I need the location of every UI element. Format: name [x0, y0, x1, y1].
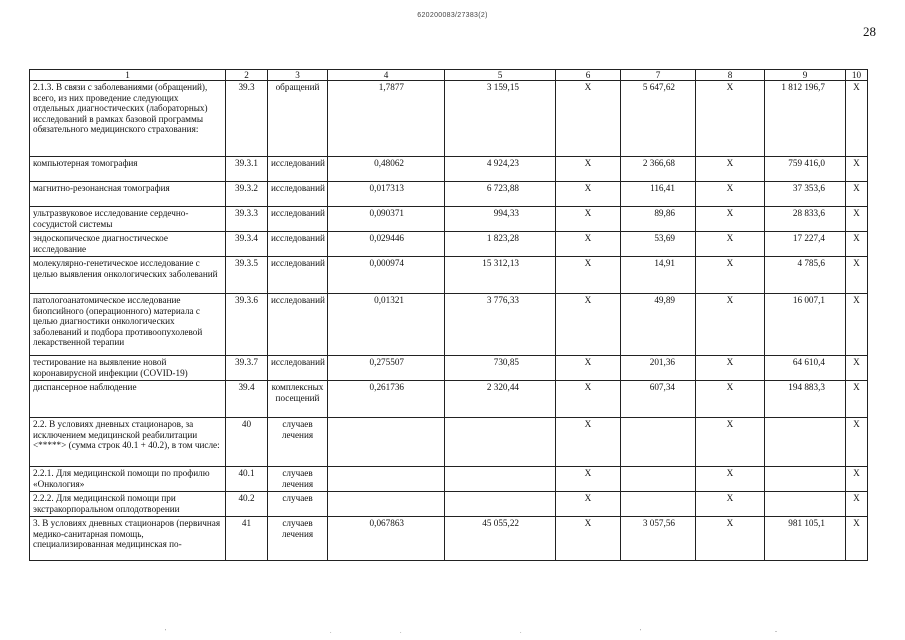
table-cell-col4 [328, 418, 445, 467]
table-cell-col5: 15 312,13 [445, 257, 556, 294]
table-cell-col3: случаев лечения [268, 467, 328, 492]
table-cell-col9 [765, 492, 846, 517]
table-cell-col6: X [556, 517, 621, 561]
table-cell-col2: 39.3.6 [226, 294, 268, 356]
table-cell-col1: ультразвуковое исследование сердечно-сосудистой системы [30, 207, 226, 232]
table-cell-col3: случаев [268, 492, 328, 517]
table-cell-col8: X [696, 356, 765, 381]
table-cell-col4: 0,090371 [328, 207, 445, 232]
table-cell-col3: исследований [268, 182, 328, 207]
table-cell-col4: 0,01321 [328, 294, 445, 356]
table-cell-col2: 40 [226, 418, 268, 467]
column-header: 1 [30, 70, 226, 81]
table-row [30, 182, 868, 207]
table-cell-col6: X [556, 467, 621, 492]
table-cell-col4: 0,000974 [328, 257, 445, 294]
table-cell-col9: 37 353,6 [765, 182, 846, 207]
table-cell-col1: 2.2.1. Для медицинской помощи по профилю «Онкология» [30, 467, 226, 492]
table-cell-col2: 41 [226, 517, 268, 561]
table-cell-col7: 49,89 [621, 294, 696, 356]
table-cell-col9 [765, 418, 846, 467]
table-row [30, 257, 868, 294]
table-cell-col7: 53,69 [621, 232, 696, 257]
table-cell-col4: 0,017313 [328, 182, 445, 207]
table-cell-col10: X [846, 157, 868, 182]
column-header: 9 [765, 70, 846, 81]
table-cell-col10: X [846, 492, 868, 517]
table-cell-col1: 2.1.3. В связи с заболеваниями (обращений), всего, из них проведение следующих отдельных диагностических (лабораторных) исследований в рамках базовой программы обязательного медицинского страхования: [30, 81, 226, 157]
table-cell-col9: 1 812 196,7 [765, 81, 846, 157]
table-cell-col6: X [556, 492, 621, 517]
table-cell-col10: X [846, 381, 868, 418]
column-header: 7 [621, 70, 696, 81]
table-cell-col2: 39.3.3 [226, 207, 268, 232]
table-cell-col1: молекулярно-генетическое исследование с целью выявления онкологических заболеваний [30, 257, 226, 294]
table-cell-col10: X [846, 467, 868, 492]
table-cell-col5: 6 723,88 [445, 182, 556, 207]
table-cell-col7: 14,91 [621, 257, 696, 294]
table-cell-col9: 981 105,1 [765, 517, 846, 561]
table-row [30, 381, 868, 418]
table-cell-col10: X [846, 182, 868, 207]
table-cell-col1: 2.2. В условиях дневных стационаров, за исключением медицинской реабилитации <*****> (сумма строк 40.1 + 40.2), в том числе: [30, 418, 226, 467]
table-cell-col7 [621, 418, 696, 467]
table-cell-col2: 39.3.2 [226, 182, 268, 207]
table-cell-col5: 3 776,33 [445, 294, 556, 356]
table-cell-col6: X [556, 356, 621, 381]
header-row [30, 70, 868, 81]
table-cell-col4: 0,275507 [328, 356, 445, 381]
column-header: 2 [226, 70, 268, 81]
table-cell-col10: X [846, 232, 868, 257]
table-cell-col5: 3 159,15 [445, 81, 556, 157]
table-cell-col10: X [846, 257, 868, 294]
table-cell-col3: обращений [268, 81, 328, 157]
table-cell-col1: эндоскопическое диагностическое исследование [30, 232, 226, 257]
table-cell-col8: X [696, 492, 765, 517]
table-cell-col7: 116,41 [621, 182, 696, 207]
table-cell-col9: 759 416,0 [765, 157, 846, 182]
table-cell-col1: тестирование на выявление новой коронавирусной инфекции (COVID-19) [30, 356, 226, 381]
table-cell-col8: X [696, 257, 765, 294]
table-cell-col4 [328, 492, 445, 517]
table-cell-col7: 201,36 [621, 356, 696, 381]
table-cell-col6: X [556, 257, 621, 294]
table-cell-col9 [765, 467, 846, 492]
table-row [30, 467, 868, 492]
table-cell-col2: 39.3 [226, 81, 268, 157]
table-cell-col7: 3 057,56 [621, 517, 696, 561]
table-row [30, 81, 868, 157]
table-cell-col7: 607,34 [621, 381, 696, 418]
table-cell-col4: 0,067863 [328, 517, 445, 561]
table-cell-col1: 3. В условиях дневных стационаров (первичная медико-санитарная помощь, специализированная медицинская по- [30, 517, 226, 561]
column-header: 10 [846, 70, 868, 81]
table-cell-col1: патологоанатомическое исследование биопсийного (операционного) материала с целью диагностики онкологических заболеваний и подбора противоопухолевой лекарственной терапии [30, 294, 226, 356]
column-header: 3 [268, 70, 328, 81]
table-cell-col4: 0,48062 [328, 157, 445, 182]
table-row [30, 157, 868, 182]
table-cell-col9: 17 227,4 [765, 232, 846, 257]
table-row [30, 517, 868, 561]
table-cell-col5: 730,85 [445, 356, 556, 381]
table-cell-col10: X [846, 356, 868, 381]
table-cell-col7: 89,86 [621, 207, 696, 232]
table-cell-col9: 64 610,4 [765, 356, 846, 381]
table-row [30, 418, 868, 467]
table-cell-col7: 5 647,62 [621, 81, 696, 157]
document-id: 620200083/27383(2) [417, 12, 488, 19]
table-cell-col10: X [846, 294, 868, 356]
table-cell-col8: X [696, 418, 765, 467]
scan-edge: ' . . . ' - [165, 629, 777, 635]
table-row [30, 294, 868, 356]
page-number: 28 [863, 24, 876, 39]
table-cell-col8: X [696, 207, 765, 232]
table-body [30, 81, 868, 561]
table-cell-col2: 39.3.4 [226, 232, 268, 257]
table-cell-col3: исследований [268, 257, 328, 294]
table-cell-col2: 39.4 [226, 381, 268, 418]
table-cell-col3: исследований [268, 356, 328, 381]
table-cell-col1: 2.2.2. Для медицинской помощи при экстракорпоральном оплодотворении [30, 492, 226, 517]
table-cell-col5: 2 320,44 [445, 381, 556, 418]
table-cell-col3: комплексных посещений [268, 381, 328, 418]
table-cell-col2: 40.1 [226, 467, 268, 492]
table-cell-col5: 994,33 [445, 207, 556, 232]
table-cell-col7 [621, 467, 696, 492]
table-cell-col8: X [696, 232, 765, 257]
table-cell-col3: случаев лечения [268, 418, 328, 467]
table-cell-col8: X [696, 517, 765, 561]
table-cell-col3: исследований [268, 294, 328, 356]
table-row [30, 492, 868, 517]
table-cell-col8: X [696, 381, 765, 418]
table-cell-col6: X [556, 294, 621, 356]
table-cell-col9: 16 007,1 [765, 294, 846, 356]
table-cell-col8: X [696, 182, 765, 207]
table-cell-col1: диспансерное наблюдение [30, 381, 226, 418]
column-header: 6 [556, 70, 621, 81]
table-cell-col8: X [696, 294, 765, 356]
table-cell-col8: X [696, 81, 765, 157]
table-cell-col10: X [846, 517, 868, 561]
table-cell-col7 [621, 492, 696, 517]
table-cell-col5 [445, 467, 556, 492]
medical-care-table [29, 69, 868, 561]
table-cell-col2: 39.3.7 [226, 356, 268, 381]
table-cell-col7: 2 366,68 [621, 157, 696, 182]
table-cell-col8: X [696, 157, 765, 182]
table-cell-col9: 4 785,6 [765, 257, 846, 294]
table-cell-col6: X [556, 182, 621, 207]
table-cell-col6: X [556, 232, 621, 257]
table-cell-col5 [445, 418, 556, 467]
table-cell-col10: X [846, 207, 868, 232]
table-cell-col4 [328, 467, 445, 492]
table-cell-col4: 1,7877 [328, 81, 445, 157]
table-row [30, 232, 868, 257]
table-row [30, 207, 868, 232]
table-cell-col8: X [696, 467, 765, 492]
table-cell-col9: 28 833,6 [765, 207, 846, 232]
table-cell-col6: X [556, 81, 621, 157]
table-cell-col2: 40.2 [226, 492, 268, 517]
table-cell-col1: компьютерная томография [30, 157, 226, 182]
table-cell-col6: X [556, 418, 621, 467]
table-cell-col4: 0,261736 [328, 381, 445, 418]
column-header: 8 [696, 70, 765, 81]
table-cell-col5: 45 055,22 [445, 517, 556, 561]
table-cell-col5: 1 823,28 [445, 232, 556, 257]
table-cell-col3: исследований [268, 157, 328, 182]
table-cell-col6: X [556, 157, 621, 182]
table-cell-col4: 0,029446 [328, 232, 445, 257]
table-cell-col5: 4 924,23 [445, 157, 556, 182]
table-cell-col3: случаев лечения [268, 517, 328, 561]
table-cell-col10: X [846, 418, 868, 467]
table-cell-col6: X [556, 207, 621, 232]
table-cell-col1: магнитно-резонансная томография [30, 182, 226, 207]
table-cell-col9: 194 883,3 [765, 381, 846, 418]
column-header: 5 [445, 70, 556, 81]
table-cell-col3: исследований [268, 207, 328, 232]
column-header: 4 [328, 70, 445, 81]
table-cell-col10: X [846, 81, 868, 157]
table-cell-col2: 39.3.1 [226, 157, 268, 182]
table-cell-col3: исследований [268, 232, 328, 257]
table-row [30, 356, 868, 381]
table-cell-col5 [445, 492, 556, 517]
table-cell-col2: 39.3.5 [226, 257, 268, 294]
table-cell-col6: X [556, 381, 621, 418]
